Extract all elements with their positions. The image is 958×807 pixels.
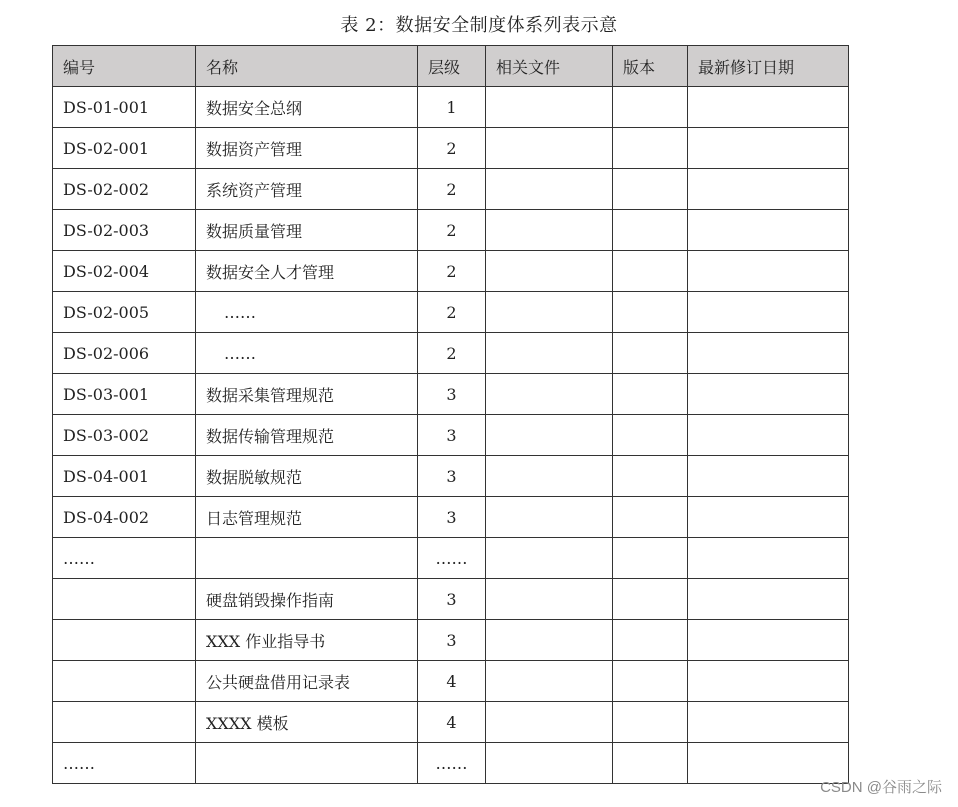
cell-related-files — [486, 620, 613, 661]
cell-version — [613, 620, 688, 661]
cell-last-revised-date — [688, 169, 849, 210]
cell-level: 1 — [418, 87, 486, 128]
cell-last-revised-date — [688, 333, 849, 374]
cell-name: 公共硬盘借用记录表 — [196, 661, 418, 702]
cell-name: 数据安全总纲 — [196, 87, 418, 128]
cell-name: XXX 作业指导书 — [196, 620, 418, 661]
cell-name — [196, 538, 418, 579]
cell-version — [613, 333, 688, 374]
header-last-revised-date: 最新修订日期 — [688, 46, 849, 87]
cell-id: DS-03-001 — [53, 374, 196, 415]
cell-related-files — [486, 415, 613, 456]
cell-related-files — [486, 743, 613, 784]
header-version: 版本 — [613, 46, 688, 87]
cell-name — [196, 743, 418, 784]
cell-version — [613, 374, 688, 415]
cell-last-revised-date — [688, 579, 849, 620]
cell-related-files — [486, 497, 613, 538]
cell-name: 数据资产管理 — [196, 128, 418, 169]
table-row — [53, 374, 849, 415]
table-row — [53, 661, 849, 702]
cell-level: 3 — [418, 579, 486, 620]
cell-id — [53, 620, 196, 661]
cell-id: DS-01-001 — [53, 87, 196, 128]
cell-level: …… — [418, 538, 486, 579]
cell-version — [613, 497, 688, 538]
cell-last-revised-date — [688, 210, 849, 251]
cell-related-files — [486, 374, 613, 415]
header-level: 层级 — [418, 46, 486, 87]
cell-version — [613, 169, 688, 210]
cell-level: …… — [418, 743, 486, 784]
cell-version — [613, 661, 688, 702]
cell-id — [53, 702, 196, 743]
table-row — [53, 292, 849, 333]
table-row — [53, 538, 849, 579]
cell-name: 数据脱敏规范 — [196, 456, 418, 497]
cell-id: DS-02-003 — [53, 210, 196, 251]
cell-last-revised-date — [688, 415, 849, 456]
cell-related-files — [486, 292, 613, 333]
table-row — [53, 620, 849, 661]
table-row — [53, 415, 849, 456]
cell-related-files — [486, 661, 613, 702]
cell-name: 数据采集管理规范 — [196, 374, 418, 415]
cell-related-files — [486, 702, 613, 743]
table-caption: 表 2：数据安全制度体系列表示意 — [340, 15, 618, 36]
cell-name: …… — [196, 292, 418, 333]
cell-level: 2 — [418, 210, 486, 251]
cell-name: …… — [196, 333, 418, 374]
cell-last-revised-date — [688, 661, 849, 702]
cell-last-revised-date — [688, 251, 849, 292]
table-row — [53, 743, 849, 784]
cell-id — [53, 661, 196, 702]
cell-version — [613, 579, 688, 620]
cell-name: 数据传输管理规范 — [196, 415, 418, 456]
table-row — [53, 702, 849, 743]
csdn-watermark: CSDN @谷雨之际 — [820, 779, 942, 796]
cell-version — [613, 743, 688, 784]
table-row — [53, 128, 849, 169]
cell-id: DS-04-001 — [53, 456, 196, 497]
header-related-files: 相关文件 — [486, 46, 613, 87]
cell-last-revised-date — [688, 87, 849, 128]
cell-name: 系统资产管理 — [196, 169, 418, 210]
table-row — [53, 456, 849, 497]
cell-level: 3 — [418, 415, 486, 456]
cell-level: 2 — [418, 169, 486, 210]
cell-id: DS-02-002 — [53, 169, 196, 210]
cell-id: DS-04-002 — [53, 497, 196, 538]
table-row — [53, 497, 849, 538]
cell-id: DS-02-001 — [53, 128, 196, 169]
cell-last-revised-date — [688, 497, 849, 538]
data-security-policy-table — [52, 45, 849, 784]
cell-related-files — [486, 87, 613, 128]
table-row — [53, 251, 849, 292]
cell-last-revised-date — [688, 128, 849, 169]
header-id: 编号 — [53, 46, 196, 87]
cell-related-files — [486, 456, 613, 497]
cell-version — [613, 702, 688, 743]
cell-last-revised-date — [688, 702, 849, 743]
cell-last-revised-date — [688, 456, 849, 497]
table-row — [53, 579, 849, 620]
cell-level: 2 — [418, 333, 486, 374]
table-row — [53, 169, 849, 210]
cell-id: DS-02-005 — [53, 292, 196, 333]
cell-version — [613, 292, 688, 333]
cell-level: 3 — [418, 456, 486, 497]
header-name: 名称 — [196, 46, 418, 87]
cell-version — [613, 210, 688, 251]
cell-name: 日志管理规范 — [196, 497, 418, 538]
cell-level: 2 — [418, 128, 486, 169]
cell-version — [613, 538, 688, 579]
cell-related-files — [486, 169, 613, 210]
cell-version — [613, 251, 688, 292]
cell-id — [53, 579, 196, 620]
cell-related-files — [486, 333, 613, 374]
cell-last-revised-date — [688, 374, 849, 415]
cell-version — [613, 456, 688, 497]
cell-version — [613, 128, 688, 169]
cell-id: …… — [53, 743, 196, 784]
cell-last-revised-date — [688, 538, 849, 579]
cell-id: DS-02-004 — [53, 251, 196, 292]
cell-name: XXXX 模板 — [196, 702, 418, 743]
cell-version — [613, 415, 688, 456]
cell-level: 4 — [418, 661, 486, 702]
cell-name: 数据质量管理 — [196, 210, 418, 251]
cell-related-files — [486, 538, 613, 579]
cell-related-files — [486, 128, 613, 169]
cell-id: DS-03-002 — [53, 415, 196, 456]
cell-id: …… — [53, 538, 196, 579]
cell-last-revised-date — [688, 292, 849, 333]
cell-version — [613, 87, 688, 128]
cell-name: 硬盘销毁操作指南 — [196, 579, 418, 620]
cell-level: 3 — [418, 497, 486, 538]
cell-last-revised-date — [688, 620, 849, 661]
cell-level: 3 — [418, 374, 486, 415]
cell-level: 4 — [418, 702, 486, 743]
cell-name: 数据安全人才管理 — [196, 251, 418, 292]
cell-id: DS-02-006 — [53, 333, 196, 374]
cell-related-files — [486, 251, 613, 292]
table-row — [53, 210, 849, 251]
cell-level: 2 — [418, 251, 486, 292]
table-header-row — [53, 46, 849, 87]
cell-related-files — [486, 210, 613, 251]
cell-level: 2 — [418, 292, 486, 333]
table-row — [53, 333, 849, 374]
cell-level: 3 — [418, 620, 486, 661]
cell-related-files — [486, 579, 613, 620]
table-row — [53, 87, 849, 128]
